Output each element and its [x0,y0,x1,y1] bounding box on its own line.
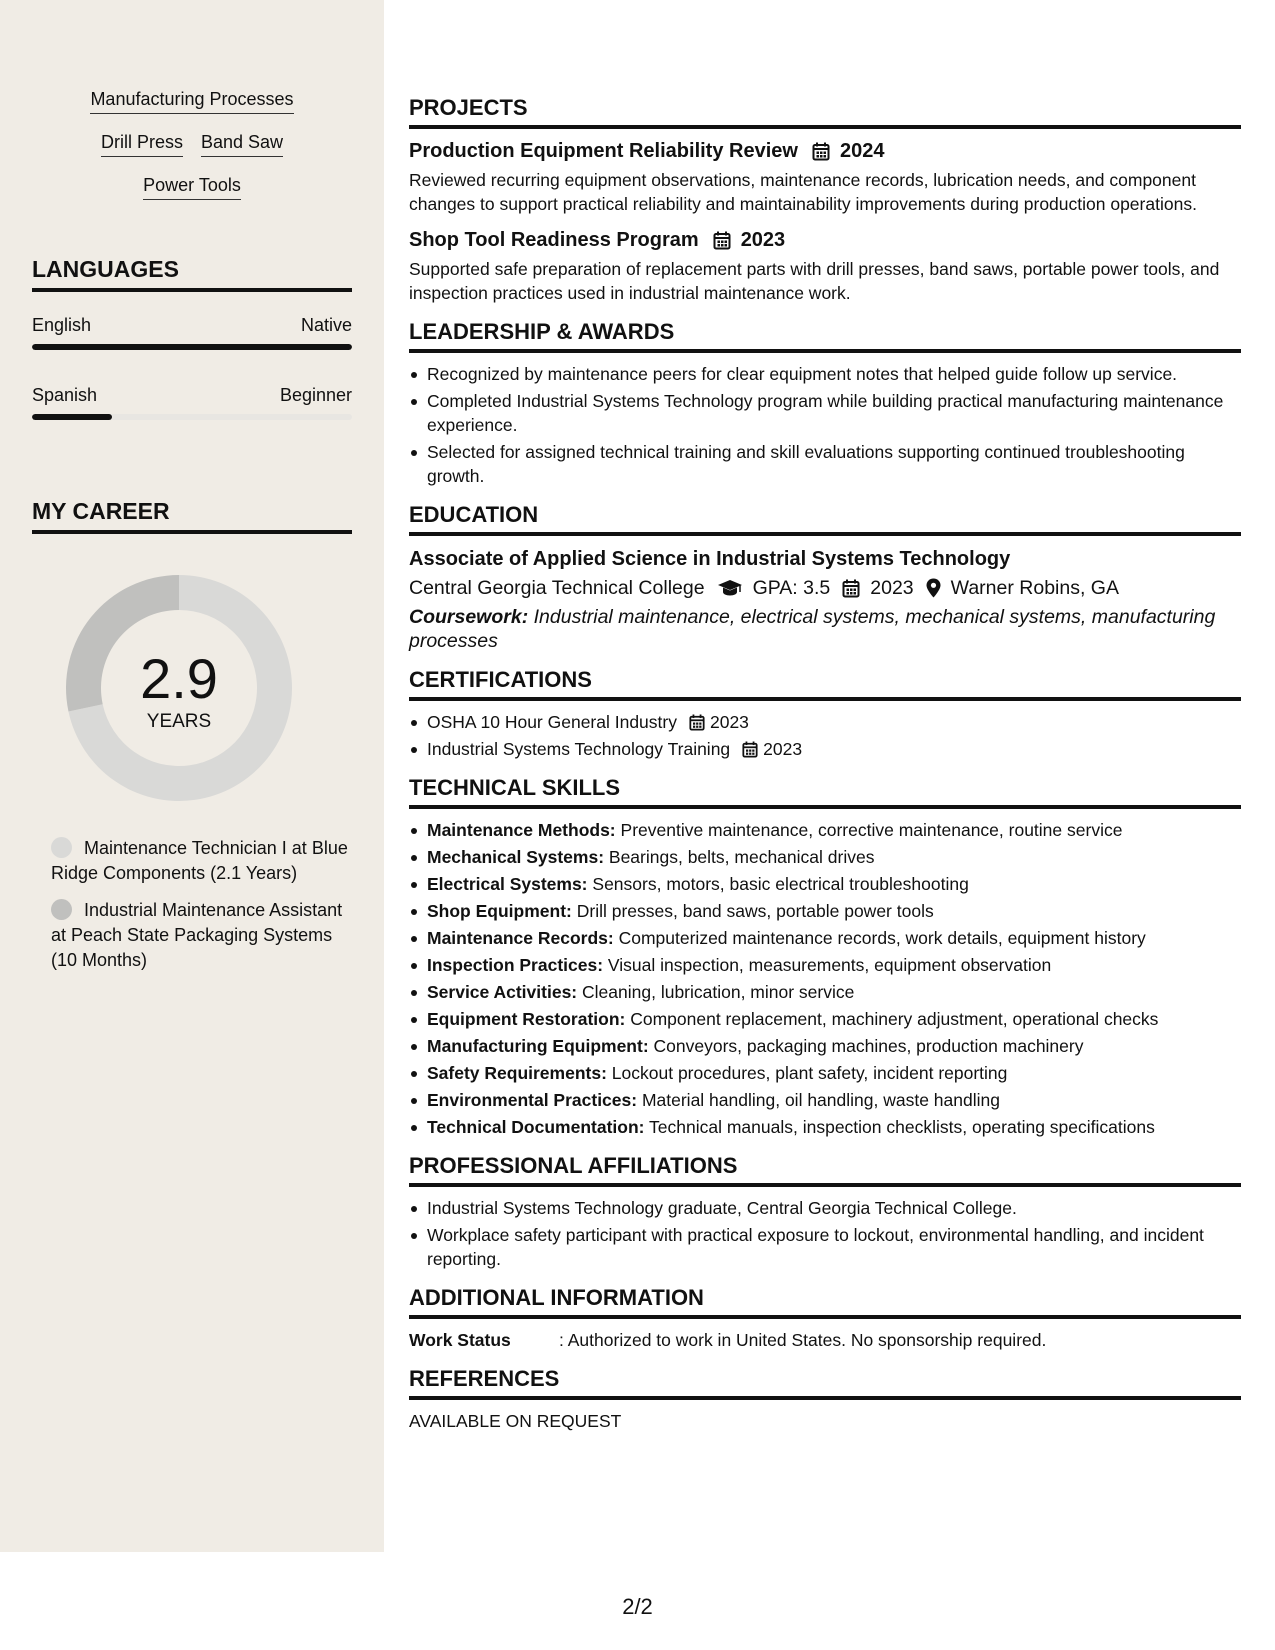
language-english [32,314,352,350]
certification-name: Industrial Systems Technology Training [427,739,731,759]
skill-values: Technical manuals, inspection checklists, operating specifications [649,1117,1155,1137]
language-bar-fill [32,344,352,350]
skill-values: Material handling, oil handling, waste handling [641,1090,1000,1110]
calendar-icon [842,579,860,598]
project-heading [409,227,1241,253]
project-heading [409,138,1241,164]
list-item [409,818,1241,842]
skill-values: Cleaning, lubrication, minor service [582,982,855,1002]
work-status-value: : Authorized to work in United States. No sponsorship required. [559,1330,1047,1350]
career-total-years: 2.9 [140,647,218,710]
skill-values: Sensors, motors, basic electrical troubleshooting [592,874,969,894]
skill-values: Bearings, belts, mechanical drives [608,847,875,867]
list-item: Selected for assigned technical training and skill evaluations supporting continued troubleshooting growth. [409,440,1241,488]
skill-category: Manufacturing Equipment: [427,1036,649,1056]
skill-tag: Drill Press [101,131,183,157]
language-spanish [32,384,352,420]
list-item [409,737,1241,761]
calendar-icon [742,741,758,758]
career-item-text: Maintenance Technician I at Blue Ridge Components (2.1 Years) [51,838,348,883]
certifications-list [409,710,1241,761]
career-item [51,836,351,886]
list-item [409,980,1241,1004]
list-item [409,926,1241,950]
school-location: Warner Robins, GA [950,577,1119,599]
languages-title: LANGUAGES [32,255,352,292]
skill-category: Shop Equipment: [427,901,572,921]
skill-values: Lockout procedures, plant safety, incident reporting [611,1063,1008,1083]
certifications-section [409,666,1241,761]
degree: Associate of Applied Science in Industrial Systems Technology [409,548,1011,570]
skill-category: Technical Documentation: [427,1117,645,1137]
project-year: 2023 [740,229,786,251]
education-details [409,573,1241,603]
skill-category: Maintenance Records: [427,928,614,948]
skill-tag: Power Tools [143,174,241,200]
skill-tag: Manufacturing Processes [90,88,293,114]
skill-values: Drill presses, band saws, portable power tools [576,901,934,921]
list-item [409,710,1241,734]
calendar-icon [689,714,705,731]
certification-year: 2023 [763,739,803,759]
certification-name: OSHA 10 Hour General Industry [427,712,677,732]
project-year: 2024 [839,140,885,162]
project-name: Production Equipment Reliability Review [409,140,798,162]
career-item-text: Industrial Maintenance Assistant at Peach State Packaging Systems (10 Months) [51,900,343,970]
references-section [409,1365,1241,1433]
career-legend-dot [51,837,72,858]
references-text: AVAILABLE ON REQUEST [409,1411,622,1431]
skill-tag: Band Saw [201,131,283,157]
skill-category: Electrical Systems: [427,874,588,894]
skill-values: Conveyors, packaging machines, production machinery [653,1036,1084,1056]
leadership-list [409,362,1241,488]
certification-year: 2023 [709,712,749,732]
coursework-label: Coursework: [409,606,529,628]
list-item [409,1061,1241,1085]
main-content [409,94,1241,1446]
section-title: CERTIFICATIONS [409,666,1241,701]
work-status-label: Work Status [409,1330,511,1350]
tag-row [32,174,352,200]
leadership-section [409,318,1241,488]
language-bar-fill [32,414,112,420]
calendar-icon [713,231,731,250]
list-item [409,1007,1241,1031]
section-title: PROJECTS [409,94,1241,129]
list-item [409,872,1241,896]
section-title: REFERENCES [409,1365,1241,1400]
list-item: Recognized by maintenance peers for clear equipment notes that helped guide follow up service. [409,362,1241,386]
career-donut [66,575,292,801]
page-number: 2/2 [622,1594,653,1619]
skill-category: Service Activities: [427,982,578,1002]
tag-row [32,88,352,114]
skill-values: Preventive maintenance, corrective maintenance, routine service [620,820,1123,840]
list-item [409,899,1241,923]
list-item [409,845,1241,869]
language-bar [32,414,352,420]
map-pin-icon [926,578,941,598]
career-years-label: YEARS [146,711,212,732]
language-level: Native [300,315,352,335]
additional-info-section [409,1284,1241,1352]
section-title: EDUCATION [409,501,1241,536]
career-list [51,836,351,985]
technical-skills-section [409,774,1241,1139]
skill-category: Inspection Practices: [427,955,604,975]
coursework-text: Industrial maintenance, electrical systems, mechanical systems, manufacturing processes [409,606,1216,652]
education-section [409,501,1241,653]
list-item [409,953,1241,977]
skill-values: Visual inspection, measurements, equipment observation [607,955,1052,975]
list-item [409,1088,1241,1112]
tag-row [32,131,352,157]
project-description: Reviewed recurring equipment observations, maintenance records, lubrication needs, and component changes to support practical reliability and maintainability improvements during production operations. [409,170,1197,214]
skill-category: Safety Requirements: [427,1063,607,1083]
skill-values: Component replacement, machinery adjustment, operational checks [630,1009,1159,1029]
career-title: MY CAREER [32,497,352,534]
list-item [409,1034,1241,1058]
affiliations-list [409,1196,1241,1271]
gpa: GPA: 3.5 [752,577,831,599]
list-item: Workplace safety participant with practical exposure to lockout, environmental handling, and incident reporting. [409,1223,1241,1271]
calendar-icon [812,142,830,161]
section-title: PROFESSIONAL AFFILIATIONS [409,1152,1241,1187]
list-item [409,1115,1241,1139]
technical-skills-list [409,818,1241,1139]
skill-category: Maintenance Methods: [427,820,616,840]
career-legend-dot [51,899,72,920]
project-description: Supported safe preparation of replacement parts with drill presses, band saws, portable power tools, and inspection practices used in industrial maintenance work. [409,259,1220,303]
coursework [409,605,1241,653]
skill-category: Environmental Practices: [427,1090,638,1110]
language-bar [32,344,352,350]
career-item [51,898,351,973]
project-name: Shop Tool Readiness Program [409,229,699,251]
skill-values: Computerized maintenance records, work details, equipment history [618,928,1146,948]
sidebar [0,0,384,1552]
skill-category: Equipment Restoration: [427,1009,626,1029]
section-title: LEADERSHIP & AWARDS [409,318,1241,353]
language-name: Spanish [32,385,98,405]
graduation-year: 2023 [870,577,914,599]
graduation-cap-icon [717,579,743,597]
work-status-row [409,1328,1241,1352]
section-title: ADDITIONAL INFORMATION [409,1284,1241,1319]
language-level: Beginner [279,385,352,405]
language-name: English [32,315,92,335]
school-name: Central Georgia Technical College [409,577,705,599]
section-title: TECHNICAL SKILLS [409,774,1241,809]
projects-section [409,94,1241,305]
skill-tags [32,88,352,217]
list-item: Industrial Systems Technology graduate, Central Georgia Technical College. [409,1196,1241,1220]
skill-category: Mechanical Systems: [427,847,605,867]
affiliations-section [409,1152,1241,1271]
list-item: Completed Industrial Systems Technology program while building practical manufacturing maintenance experience. [409,389,1241,437]
